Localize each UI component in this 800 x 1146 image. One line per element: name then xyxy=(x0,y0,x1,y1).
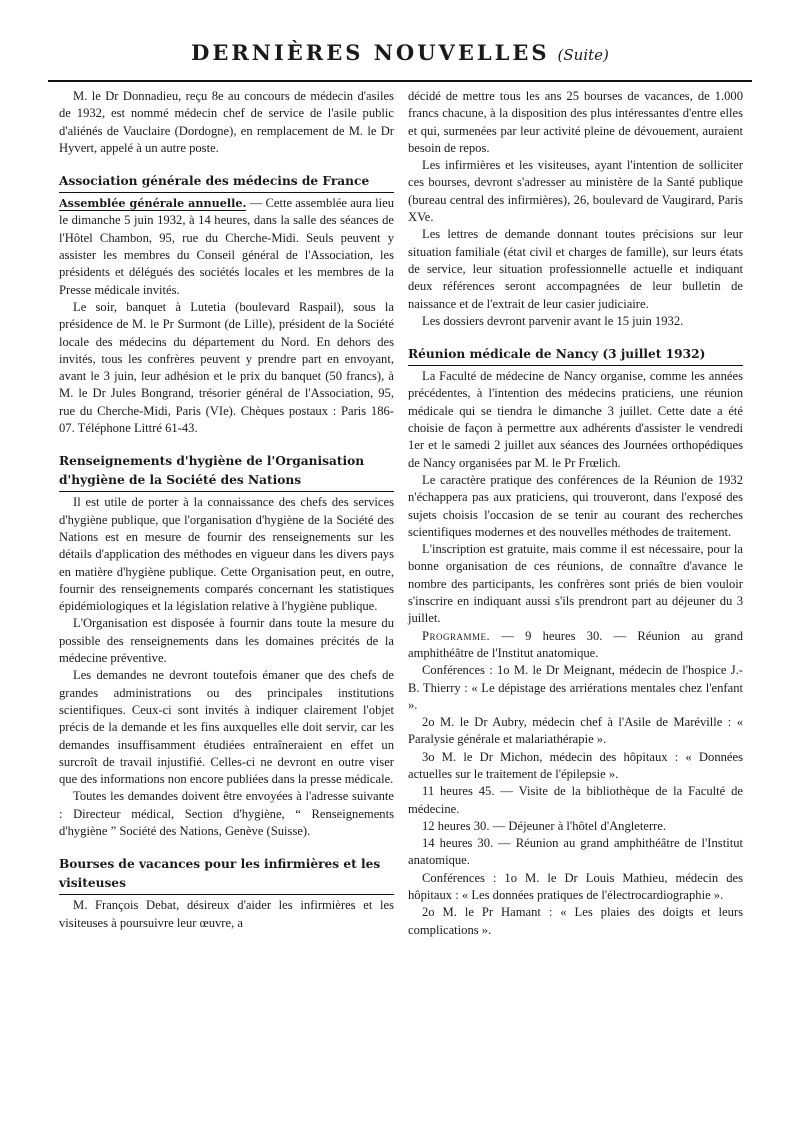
hygiene-paragraph-3: Les demandes ne devront toutefois émaner que des chefs de grandes administrations ou des principales institutions scientifiques. Ceux-ci sont invités à indiquer clairement l'objet précis de la demande et les fins auxquelles elle doit servir, car les demandes insuffisamment étudiées entraîneraient en effet un surcroît de travail injustifié. Celles-ci ne devront en outre viser que des informations non encore publiées dans la presse médicale. xyxy=(59,668,394,787)
bourses-paragraph-2: Les infirmières et les visiteuses, ayant l'intention de solliciter ces bourses, devront s'adresser au ministère de la Santé publique (bureau central des infirmières), 26, boulevard de Vaugirard, Paris XVe. xyxy=(408,158,743,225)
bourses-paragraph-3: Les lettres de demande donnant toutes précisions sur leur situation familiale (état civil et charges de famille), sur leurs états de service, leur situation professionnelle actuelle et indiquant deux références seront accompagnées de leur bulletin de naissance et de l'extrait de leur casier judiciaire. xyxy=(408,227,743,311)
nancy-paragraph-3: L'inscription est gratuite, mais comme il est nécessaire, pour la bonne organisation de ces réunions, de connaître d'avance le nombre des participants, les confrères sont priés de bien vouloir s'inscrire en indiquant aussi s'ils prendront part au déjeuner du 3 juillet. xyxy=(408,542,743,626)
nancy-conference-3: 3o M. le Dr Michon, médecin des hôpitaux : « Données actuelles sur le traitement de l'épilepsie ». xyxy=(408,749,743,781)
nancy-conference-5: 2o M. le Pr Hamant : « Les plaies des doigts et leurs complications ». xyxy=(408,905,743,937)
programme-text: — 9 heures 30. — Réunion au grand amphithéâtre de l'Institut anatomique. xyxy=(408,628,743,660)
hygiene-paragraph-2: L'Organisation est disposée à fournir dans toute la mesure du possible des renseignements dans les domaines précités de la médecine préventive. xyxy=(59,616,394,666)
nancy-conference-4: Conférences : 1o M. le Dr Louis Mathieu, médecin des hôpitaux : « Les données pratiques de l'électrocardiographie ». xyxy=(408,870,743,903)
page-title-suffix: (Suite) xyxy=(557,46,609,64)
nancy-conference-2: 2o M. le Dr Aubry, médecin chef à l'Asile de Maréville : « Paralysie générale et malariathérapie ». xyxy=(408,715,743,747)
hygiene-heading: Renseignements d'hygiène de l'Organisation d'hygiène de la Société des Nations xyxy=(59,452,394,492)
nancy-conference-1: Conférences : 1o M. le Dr Meignant, médecin de l'hospice J.-B. Thierry : « Le dépistage des arriérations mentales chez l'enfant ». xyxy=(408,663,743,712)
page-header xyxy=(48,40,752,82)
bourses-heading: Bourses de vacances pour les infirmières et les visiteuses xyxy=(59,855,394,895)
hygiene-paragraph-4: Toutes les demandes doivent être envoyées à l'adresse suivante : Directeur médical, Section d'hygiène, “ Renseignements d'hygiène ” Société des Nations, Genève (Suisse). xyxy=(59,789,394,838)
header-rule xyxy=(48,80,752,82)
nancy-afternoon: 14 heures 30. — Réunion au grand amphithéâtre de l'Institut anatomique. xyxy=(408,836,743,868)
assoc-paragraph-2: Le soir, banquet à Lutetia (boulevard Raspail), sous la présidence de M. le Pr Surmont (de Lille), président de la Société locale des médecins du département du Nord. En dehors des invités, tous les confrères peuvent y prendre part en envoyant, avant le 3 juin, leur adhésion et le prix du banquet (50 francs), à M. le Dr Jules Bongrand, trésorier général de l'Association, 95, rue du Cherche-Midi, Paris (VIe). Chèques postaux : Paris 186-07. Téléphone Littré 61-43. xyxy=(59,299,394,436)
bourses-paragraph-1: M. François Debat, désireux d'aider les infirmières et les visiteuses à poursuivre leur œuvre, a xyxy=(59,898,394,930)
right-column xyxy=(408,88,743,939)
donnadieu-paragraph: M. le Dr Donnadieu, reçu 8e au concours de médecin d'asiles de 1932, est nommé médecin chef de service de l'asile public d'aliénés de Vauclaire (Dordogne), en remplacement de M. le Dr Hyvert, appelé à un autre poste. xyxy=(59,89,394,155)
nancy-paragraph-2: Le caractère pratique des conférences de la Réunion de 1932 n'échappera pas aux praticiens, qui trouveront, dans l'exposé des sujets choisis l'occasion de se tenir au courant des recherches scientifiques modernes et des nouvelles méthodes de traitement. xyxy=(408,472,743,539)
nancy-visit: 11 heures 45. — Visite de la bibliothèque de la Faculté de médecine. xyxy=(408,784,743,816)
nancy-paragraph-1: La Faculté de médecine de Nancy organise, comme les années précédentes, à l'intention des médecins praticiens, une réunion médicale qui se tiendra le dimanche 3 juillet. Cette date a été choisie de façon à permettre aux adhérents d'assister le vendredi 1er et le samedi 2 juillet aux séances des Journées orthopédiques de Nancy organisées par M. le Pr Frœlich. xyxy=(408,369,743,470)
nancy-programme xyxy=(408,628,743,663)
assoc-paragraph-1-text: — Cette assemblée aura lieu le dimanche 5 juin 1932, à 14 heures, dans la salle des séances de l'Hôtel Chambon, 95, rue du Cherche-Midi. Seuls peuvent y assister les membres du Conseil général de l'Association, les présidents et délégués des sociétés locales et les membres de la Presse médicale invités. xyxy=(59,196,394,297)
assoc-heading: Association générale des médecins de France xyxy=(59,172,394,193)
hygiene-paragraph-1: Il est utile de porter à la connaissance des chefs des services d'hygiène publique, que l'organisation d'hygiène de la Société des Nations est en mesure de fournir des renseignements sur les détails d'application des méthodes en vigueur dans les divers pays en matière d'hygiène publique. Cette Organisation peut, en outre, fournir des renseignements comparés concernant les statistiques épidémiologiques et la législation relative à l'hygiène publique. xyxy=(59,495,394,614)
nancy-heading: Réunion médicale de Nancy (3 juillet 1932) xyxy=(408,345,743,366)
nancy-lunch: 12 heures 30. — Déjeuner à l'hôtel d'Angleterre. xyxy=(422,818,667,833)
left-column xyxy=(59,88,394,932)
bourses-paragraph-4: Les dossiers devront parvenir avant le 15 juin 1932. xyxy=(422,313,684,328)
bourses-paragraph-1-cont: décidé de mettre tous les ans 25 bourses de vacances, de 1.000 francs chacune, à la disposition des plus intéressantes d'entre elles et qui, surmenées par leur activité pleine de dévouement, auraient besoin de repos. xyxy=(408,89,743,155)
page-title: DERNIÈRES NOUVELLES xyxy=(191,40,550,65)
assoc-paragraph-1 xyxy=(59,195,394,299)
assoc-runin-label: Assemblée générale annuelle. xyxy=(59,196,247,211)
programme-label: Programme. xyxy=(422,628,491,643)
